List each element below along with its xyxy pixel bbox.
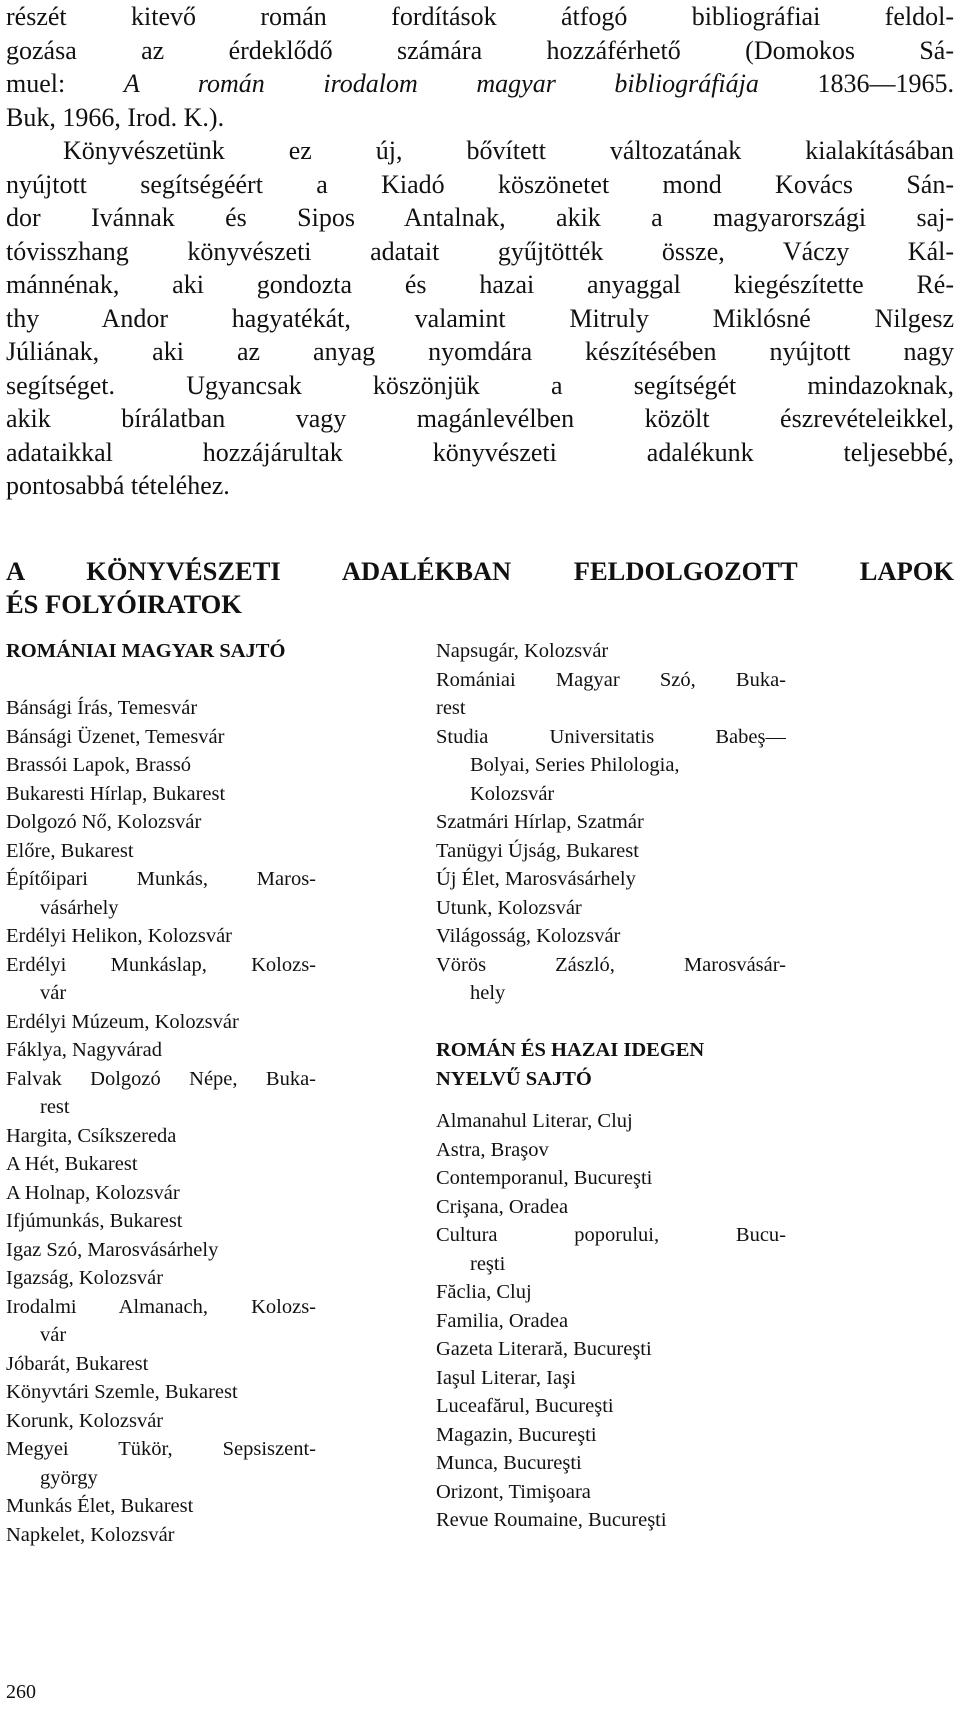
- periodical-name: Gazeta Literară, Bucureşti: [436, 1338, 652, 1360]
- periodical-entry: [6, 1207, 316, 1236]
- periodical-name-continued: rest: [40, 1096, 70, 1118]
- periodical-entry: [6, 1293, 316, 1350]
- periodical-name: Romániai Magyar Szó, Buka-: [436, 668, 786, 691]
- periodical-name: Építőipari Munkás, Maros-: [6, 868, 316, 890]
- heading-line-2: ÉS FOLYÓIRATOK: [6, 589, 242, 619]
- periodical-name: Utunk, Kolozsvár: [436, 896, 582, 919]
- left-column: [6, 637, 316, 1549]
- periodical-name: Magazin, Bucureşti: [436, 1423, 597, 1446]
- intro-line: adataikkal hozzájárultak könyvészeti adalékunk teljesebbé,: [6, 437, 954, 467]
- periodical-name: Munkás Élet, Bukarest: [6, 1495, 194, 1517]
- periodical-entry: [436, 1107, 786, 1136]
- periodical-name: Erdélyi Munkáslap, Kolozs-: [6, 953, 316, 976]
- periodical-entry: [6, 1521, 316, 1550]
- periodical-name: Világosság, Kolozsvár: [436, 925, 621, 947]
- periodical-entry: [436, 1421, 786, 1450]
- periodical-name: Falvak Dolgozó Népe, Buka-: [6, 1067, 316, 1090]
- periodical-name: Napsugár, Kolozsvár: [436, 640, 609, 662]
- periodical-name-continued: hely: [470, 982, 506, 1004]
- intro-line: segítséget. Ugyancsak köszönjük a segítségét mindazoknak,: [6, 370, 954, 400]
- periodical-name: Megyei Tükör, Sepsiszent-: [6, 1438, 316, 1460]
- periodical-name: Igaz Szó, Marosvásárhely: [6, 1238, 219, 1261]
- periodical-name: Tanügyi Újság, Bukarest: [436, 839, 639, 862]
- periodical-entry: [436, 1364, 786, 1393]
- periodical-name: Bánsági Írás, Temesvár: [6, 697, 198, 719]
- periodical-entry: [436, 1307, 786, 1336]
- periodical-entry: [436, 1449, 786, 1478]
- periodical-name: Ifjúmunkás, Bukarest: [6, 1210, 183, 1232]
- periodical-entry: [6, 1407, 316, 1436]
- periodical-name: Új Élet, Marosvásárhely: [436, 868, 636, 890]
- periodical-entry: [436, 808, 786, 837]
- periodical-entry: [6, 694, 316, 723]
- periodical-name: A Holnap, Kolozsvár: [6, 1181, 180, 1204]
- periodical-entry: [436, 1136, 786, 1165]
- periodical-entry: [436, 1221, 786, 1278]
- intro-line: gozása az érdeklődő számára hozzáférhető (Domokos Sá-: [6, 35, 954, 65]
- periodical-entry: [6, 865, 316, 922]
- periodical-name: Almanahul Literar, Cluj: [436, 1110, 633, 1132]
- periodical-name-continued: reşti: [470, 1252, 506, 1275]
- periodical-entry: [6, 808, 316, 837]
- intro-line: tóvisszhang könyvészeti adatait gyűjtötték össze, Váczy Kál-: [6, 236, 954, 266]
- periodical-name: Brassói Lapok, Brassó: [6, 754, 192, 776]
- periodical-entry: [6, 1008, 316, 1037]
- periodical-entry: [6, 837, 316, 866]
- periodical-entry: [6, 1122, 316, 1151]
- periodical-name: Erdélyi Múzeum, Kolozsvár: [6, 1010, 239, 1033]
- periodical-name: Irodalmi Almanach, Kolozs-: [6, 1295, 316, 1318]
- periodical-entry: [436, 1335, 786, 1364]
- periodical-entry: [436, 837, 786, 866]
- periodical-entry: [6, 1036, 316, 1065]
- periodical-name: A Hét, Bukarest: [6, 1153, 138, 1175]
- periodical-entry: [436, 894, 786, 923]
- periodical-name: Luceafărul, Bucureşti: [436, 1395, 614, 1417]
- periodical-name: Jóbarát, Bukarest: [6, 1352, 149, 1375]
- periodical-name: Cultura poporului, Bucu-: [436, 1224, 786, 1246]
- periodical-name-continued: vásárhely: [40, 896, 119, 919]
- periodical-name-continued: Bolyai, Series Philologia,: [470, 754, 680, 776]
- periodical-entry: [6, 1150, 316, 1179]
- periodical-entry: [6, 751, 316, 780]
- periodical-entry: [6, 1435, 316, 1492]
- periodical-entry: [436, 865, 786, 894]
- periodical-entry: [436, 1506, 786, 1535]
- periodical-name: Contemporanul, Bucureşti: [436, 1167, 653, 1189]
- periodical-entry: [6, 723, 316, 752]
- right-section-title-line-2: NYELVŰ SAJTÓ: [436, 1067, 592, 1090]
- periodical-entry: [436, 922, 786, 951]
- periodical-name-continued: Kolozsvár: [470, 782, 555, 805]
- periodical-name: Familia, Oradea: [436, 1309, 569, 1332]
- periodical-name: Előre, Bukarest: [6, 839, 134, 862]
- periodical-entry: [436, 666, 786, 723]
- periodical-entry: [6, 951, 316, 1008]
- periodical-name: Erdélyi Helikon, Kolozsvár: [6, 925, 233, 947]
- periodical-entry: [6, 1179, 316, 1208]
- periodical-name: Vörös Zászló, Marosvásár-: [436, 953, 786, 976]
- periodical-entry: [436, 1392, 786, 1421]
- periodical-name-continued: vár: [40, 1324, 67, 1346]
- periodical-entry: [6, 1264, 316, 1293]
- left-section-title: ROMÁNIAI MAGYAR SAJTÓ: [6, 640, 286, 662]
- periodical-name: Korunk, Kolozsvár: [6, 1409, 164, 1432]
- periodical-entry: [436, 1164, 786, 1193]
- periodical-entry: [436, 1193, 786, 1222]
- intro-line: pontosabbá tételéhez.: [6, 471, 230, 500]
- periodical-name: Hargita, Csíkszereda: [6, 1124, 177, 1147]
- periodical-name: Igazság, Kolozsvár: [6, 1267, 164, 1289]
- periodical-name: Crişana, Oradea: [436, 1195, 569, 1218]
- periodical-entry: [6, 1378, 316, 1407]
- heading-line-1: A KÖNYVÉSZETI ADALÉKBAN FELDOLGOZOTT LAPOK: [6, 556, 954, 586]
- periodical-name: Bukaresti Hírlap, Bukarest: [6, 782, 226, 805]
- intro-paragraph: [6, 0, 954, 503]
- periodical-name: Astra, Braşov: [436, 1138, 549, 1161]
- intro-line: nyújtott segítségéért a Kiadó köszönetet mond Kovács Sán-: [6, 169, 954, 199]
- right-section-title-line-1: ROMÁN ÉS HAZAI IDEGEN: [436, 1039, 705, 1061]
- periodical-name: Bánsági Üzenet, Temesvár: [6, 725, 225, 748]
- periodical-entry: [6, 1350, 316, 1379]
- periodical-entry: [6, 1065, 316, 1122]
- periodical-name: Szatmári Hírlap, Szatmár: [436, 811, 644, 833]
- periodical-name: Fáklya, Nagyvárad: [6, 1039, 162, 1061]
- periodical-entry: [6, 780, 316, 809]
- periodical-entry: [6, 1492, 316, 1521]
- page-number: 260: [6, 1681, 36, 1703]
- periodical-name: Orizont, Timişoara: [436, 1480, 591, 1503]
- intro-line: részét kitevő román fordítások átfogó bibliográfiai feldol-: [6, 2, 954, 31]
- periodical-entry: [436, 637, 786, 666]
- periodical-name: Dolgozó Nő, Kolozsvár: [6, 811, 202, 833]
- periodical-name-continued: györgy: [40, 1466, 98, 1489]
- periodical-name: Könyvtári Szemle, Bukarest: [6, 1381, 238, 1403]
- periodical-entry: [436, 723, 786, 809]
- periodical-name: Studia Universitatis Babeş—: [436, 725, 786, 748]
- intro-line: akik bírálatban vagy magánlevélben közölt észrevételeikkel,: [6, 404, 954, 433]
- periodical-name: Napkelet, Kolozsvár: [6, 1523, 175, 1546]
- periodical-entry: [6, 1236, 316, 1265]
- intro-line: muel: A román irodalom magyar bibliográfiája 1836—1965.: [6, 69, 954, 98]
- intro-line: thy Andor hagyatékát, valamint Mitruly Miklósné Nilgesz: [6, 303, 954, 333]
- periodical-entry: [436, 1278, 786, 1307]
- intro-line: dor Ivánnak és Sipos Antalnak, akik a magyarországi saj-: [6, 203, 954, 232]
- intro-line: Júliának, aki az anyag nyomdára készítésében nyújtott nagy: [6, 337, 954, 366]
- periodical-name: Revue Roumaine, Bucureşti: [436, 1509, 667, 1531]
- right-column: [436, 637, 786, 1535]
- periodical-entry: [6, 922, 316, 951]
- periodical-entry: [436, 1478, 786, 1507]
- intro-line: Buk, 1966, Irod. K.).: [6, 102, 225, 132]
- periodical-name: Făclia, Cluj: [436, 1281, 532, 1303]
- periodical-name-continued: vár: [40, 982, 67, 1004]
- intro-line: mánnénak, aki gondozta és hazai anyaggal kiegészítette Ré-: [6, 270, 954, 299]
- periodical-entry: [436, 951, 786, 1008]
- periodical-name: Iaşul Literar, Iaşi: [436, 1366, 576, 1389]
- periodical-name: Munca, Bucureşti: [436, 1452, 582, 1474]
- periodical-name-continued: rest: [436, 697, 466, 719]
- intro-line: Könyvészetünk ez új, bővített változatának kialakításában: [63, 136, 954, 165]
- section-heading: [6, 555, 954, 621]
